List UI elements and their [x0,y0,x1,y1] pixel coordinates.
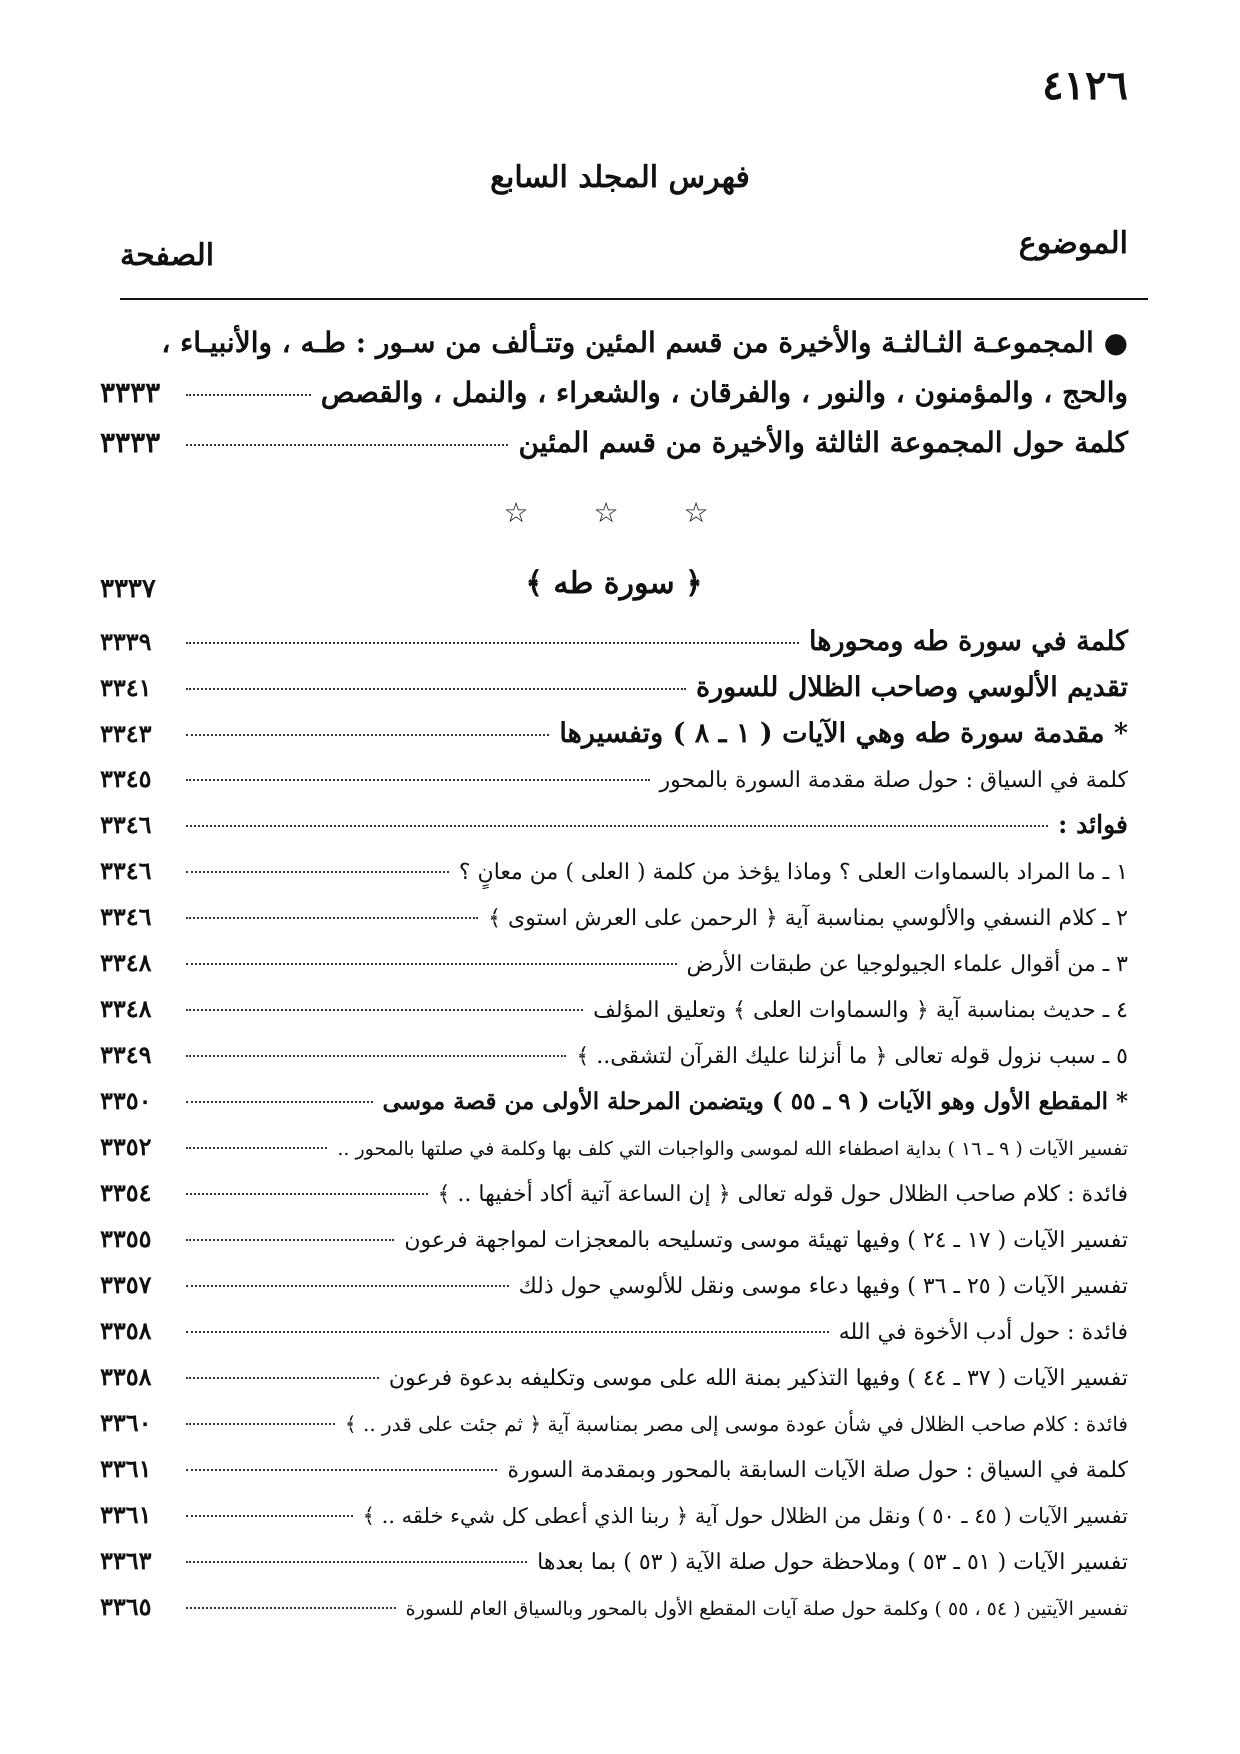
intro-line-2-page: ٣٣٣٣ [100,376,161,409]
toc-entry-text: ١ ـ ما المراد بالسماوات العلى ؟ وماذا يؤخذ من كلمة ( العلى ) من معانٍ ؟ [458,860,1128,885]
toc-entry [100,948,1128,994]
dot-leader [186,1101,373,1103]
dot-leader [186,394,311,396]
toc-entry-page: ٣٣٥٢ [100,1132,152,1161]
toc-entry-text: تقديم الألوسي وصاحب الظلال للسورة [695,672,1128,703]
dot-leader [186,963,677,965]
intro-line-2-text: والحج ، والمؤمنون ، والنور ، والفرقان ، والشعراء ، والنمل ، والقصص [320,376,1128,409]
toc-entry-text: تفسير الآيات ( ٣٧ ـ ٤٤ ) وفيها التذكير بمنة الله على موسى وتكليفه بدعوة فرعون [388,1366,1128,1391]
header-divider [120,298,1148,300]
dot-leader [186,1469,497,1471]
page-title: فهرس المجلد السابع [490,160,750,195]
toc-entry-page: ٣٣٥٥ [100,1224,152,1253]
dot-leader [186,871,449,873]
surah-heading [100,566,1128,614]
toc-list [100,626,1128,1638]
dot-leader [186,734,549,736]
dot-leader [186,1193,428,1195]
toc-entry-text: فوائد : [1058,810,1128,839]
toc-entry [100,1500,1128,1546]
dot-leader [186,1285,509,1287]
dot-leader [186,825,1048,827]
surah-page: ٣٣٣٧ [100,574,156,604]
toc-entry-text: * المقطع الأول وهو الآيات ( ٩ ـ ٥٥ ) ويتضمن المرحلة الأولى من قصة موسى [382,1088,1128,1115]
toc-entry-text: فائدة : حول أدب الأخوة في الله [838,1320,1128,1345]
toc-entry [100,672,1128,718]
dot-leader [186,779,650,781]
intro-block [100,318,1128,468]
toc-entry-text: فائدة : كلام صاحب الظلال في شأن عودة موسى إلى مصر بمناسبة آية ﴿ ثم جئت على قدر .. ﴾ [344,1412,1128,1436]
toc-entry-page: ٣٣٥٠ [100,1086,152,1115]
intro-line-1: ● المجموعـة الثـالثـة والأخيرة من قسم المئين وتتـألف من سـور : طـه ، والأنبيـاء ، [161,326,1128,359]
intro-line-3-page: ٣٣٣٣ [100,426,161,459]
toc-entry [100,1362,1128,1408]
toc-entry-page: ٣٣٥٨ [100,1316,152,1345]
dot-leader [186,917,478,919]
toc-entry-page: ٣٣٤٩ [100,1040,152,1069]
toc-entry-text: ٥ ـ سبب نزول قوله تعالى ﴿ ما أنزلنا عليك القرآن لتشقى.. ﴾ [576,1044,1128,1069]
dot-leader [186,1055,566,1057]
toc-entry-page: ٣٣٦١ [100,1500,152,1529]
star-separator: ☆ ☆ ☆ [503,496,737,529]
toc-entry-page: ٣٣٦٣ [100,1546,152,1575]
dot-leader [186,1607,396,1609]
dot-leader [186,642,799,644]
toc-entry [100,764,1128,810]
toc-entry-page: ٣٣٤٥ [100,764,152,793]
surah-name: ﴿ سورة طه ﴾ [525,566,703,601]
dot-leader [186,1147,327,1149]
toc-entry-page: ٣٣٤١ [100,673,152,702]
toc-entry [100,810,1128,856]
toc-entry-text: كلمة في سورة طه ومحورها [809,626,1128,657]
toc-entry [100,1316,1128,1362]
toc-entry-text: ٢ ـ كلام النسفي والألوسي بمناسبة آية ﴿ الرحمن على العرش استوى ﴾ [488,906,1128,931]
toc-entry-page: ٣٣٤٦ [100,856,152,885]
toc-entry-text: تفسير الآيتين ( ٥٤ ، ٥٥ ) وكلمة حول صلة آيات المقطع الأول بالمحور وبالسياق العام للسورة [405,1598,1128,1620]
toc-entry-text: كلمة في السياق : حول صلة الآيات السابقة بالمحور وبمقدمة السورة [507,1458,1128,1483]
intro-line-2 [100,368,1128,418]
toc-entry [100,994,1128,1040]
toc-entry-page: ٣٣٤٦ [100,810,152,839]
toc-entry-page: ٣٣٤٨ [100,994,152,1023]
toc-entry-text: كلمة في السياق : حول صلة مقدمة السورة بالمحور [659,768,1128,793]
page-column-header: الصفحة [120,238,215,273]
dot-leader [186,1377,379,1379]
dot-leader [186,688,686,690]
toc-entry-text: تفسير الآيات ( ٢٥ ـ ٣٦ ) وفيها دعاء موسى ونقل للألوسي حول ذلك [518,1274,1128,1299]
dot-leader [186,1515,353,1517]
dot-leader [186,1239,394,1241]
toc-entry-text: ٣ ـ من أقوال علماء الجيولوجيا عن طبقات الأرض [686,952,1128,977]
toc-entry-text: تفسير الآيات ( ٩ ـ ١٦ ) بداية اصطفاء الله لموسى والواجبات التي كلف بها وكلمة في صلتها بالمحور .. [337,1138,1128,1160]
intro-line-3-text: كلمة حول المجموعة الثالثة والأخيرة من قسم المئين [518,426,1128,459]
toc-entry-text: تفسير الآيات ( ٥١ ـ ٥٣ ) وملاحظة حول صلة الآية ( ٥٣ ) بما بعدها [537,1550,1128,1575]
toc-entry [100,718,1128,764]
toc-entry-text: تفسير الآيات ( ٤٥ ـ ٥٠ ) ونقل من الظلال حول آية ﴿ ربنا الذي أعطى كل شيء خلقه .. ﴾ [362,1504,1128,1528]
toc-entry-page: ٣٣٤٨ [100,948,152,977]
toc-entry [100,1178,1128,1224]
toc-entry-text: ٤ ـ حديث بمناسبة آية ﴿ والسماوات العلى ﴾ وتعليق المؤلف [593,998,1128,1023]
toc-entry-text: فائدة : كلام صاحب الظلال حول قوله تعالى ﴿ إن الساعة آتية أكاد أخفيها .. ﴾ [437,1182,1128,1207]
toc-entry [100,902,1128,948]
dot-leader [186,1331,829,1333]
dot-leader [186,444,508,446]
dot-leader [186,1009,583,1011]
toc-entry-page: ٣٣٥٤ [100,1178,152,1207]
toc-entry [100,856,1128,902]
toc-entry [100,1592,1128,1638]
toc-entry-page: ٣٣٣٩ [100,627,152,656]
toc-entry [100,1086,1128,1132]
toc-entry [100,1224,1128,1270]
intro-line-3 [100,418,1128,468]
toc-entry-page: ٣٣٥٨ [100,1362,152,1391]
toc-entry-text: * مقدمة سورة طه وهي الآيات ( ١ ـ ٨ ) وتفسيرها [559,718,1128,749]
toc-entry-page: ٣٣٦٠ [100,1408,152,1437]
toc-entry-page: ٣٣٤٣ [100,719,152,748]
dot-leader [186,1423,335,1425]
toc-entry-page: ٣٣٥٧ [100,1270,152,1299]
toc-entry-page: ٣٣٦٥ [100,1592,152,1621]
toc-entry-text: تفسير الآيات ( ١٧ ـ ٢٤ ) وفيها تهيئة موسى وتسليحه بالمعجزات لمواجهة فرعون [404,1228,1128,1253]
toc-entry [100,626,1128,672]
page-number: ٤١٢٦ [1042,62,1128,109]
topic-column-header: الموضوع [1018,226,1128,261]
dot-leader [186,1561,527,1563]
toc-entry-page: ٣٣٦١ [100,1454,152,1483]
toc-entry [100,1132,1128,1178]
toc-entry [100,1454,1128,1500]
toc-entry [100,1408,1128,1454]
toc-entry [100,1270,1128,1316]
toc-entry-page: ٣٣٤٦ [100,902,152,931]
toc-entry [100,1040,1128,1086]
toc-entry [100,1546,1128,1592]
